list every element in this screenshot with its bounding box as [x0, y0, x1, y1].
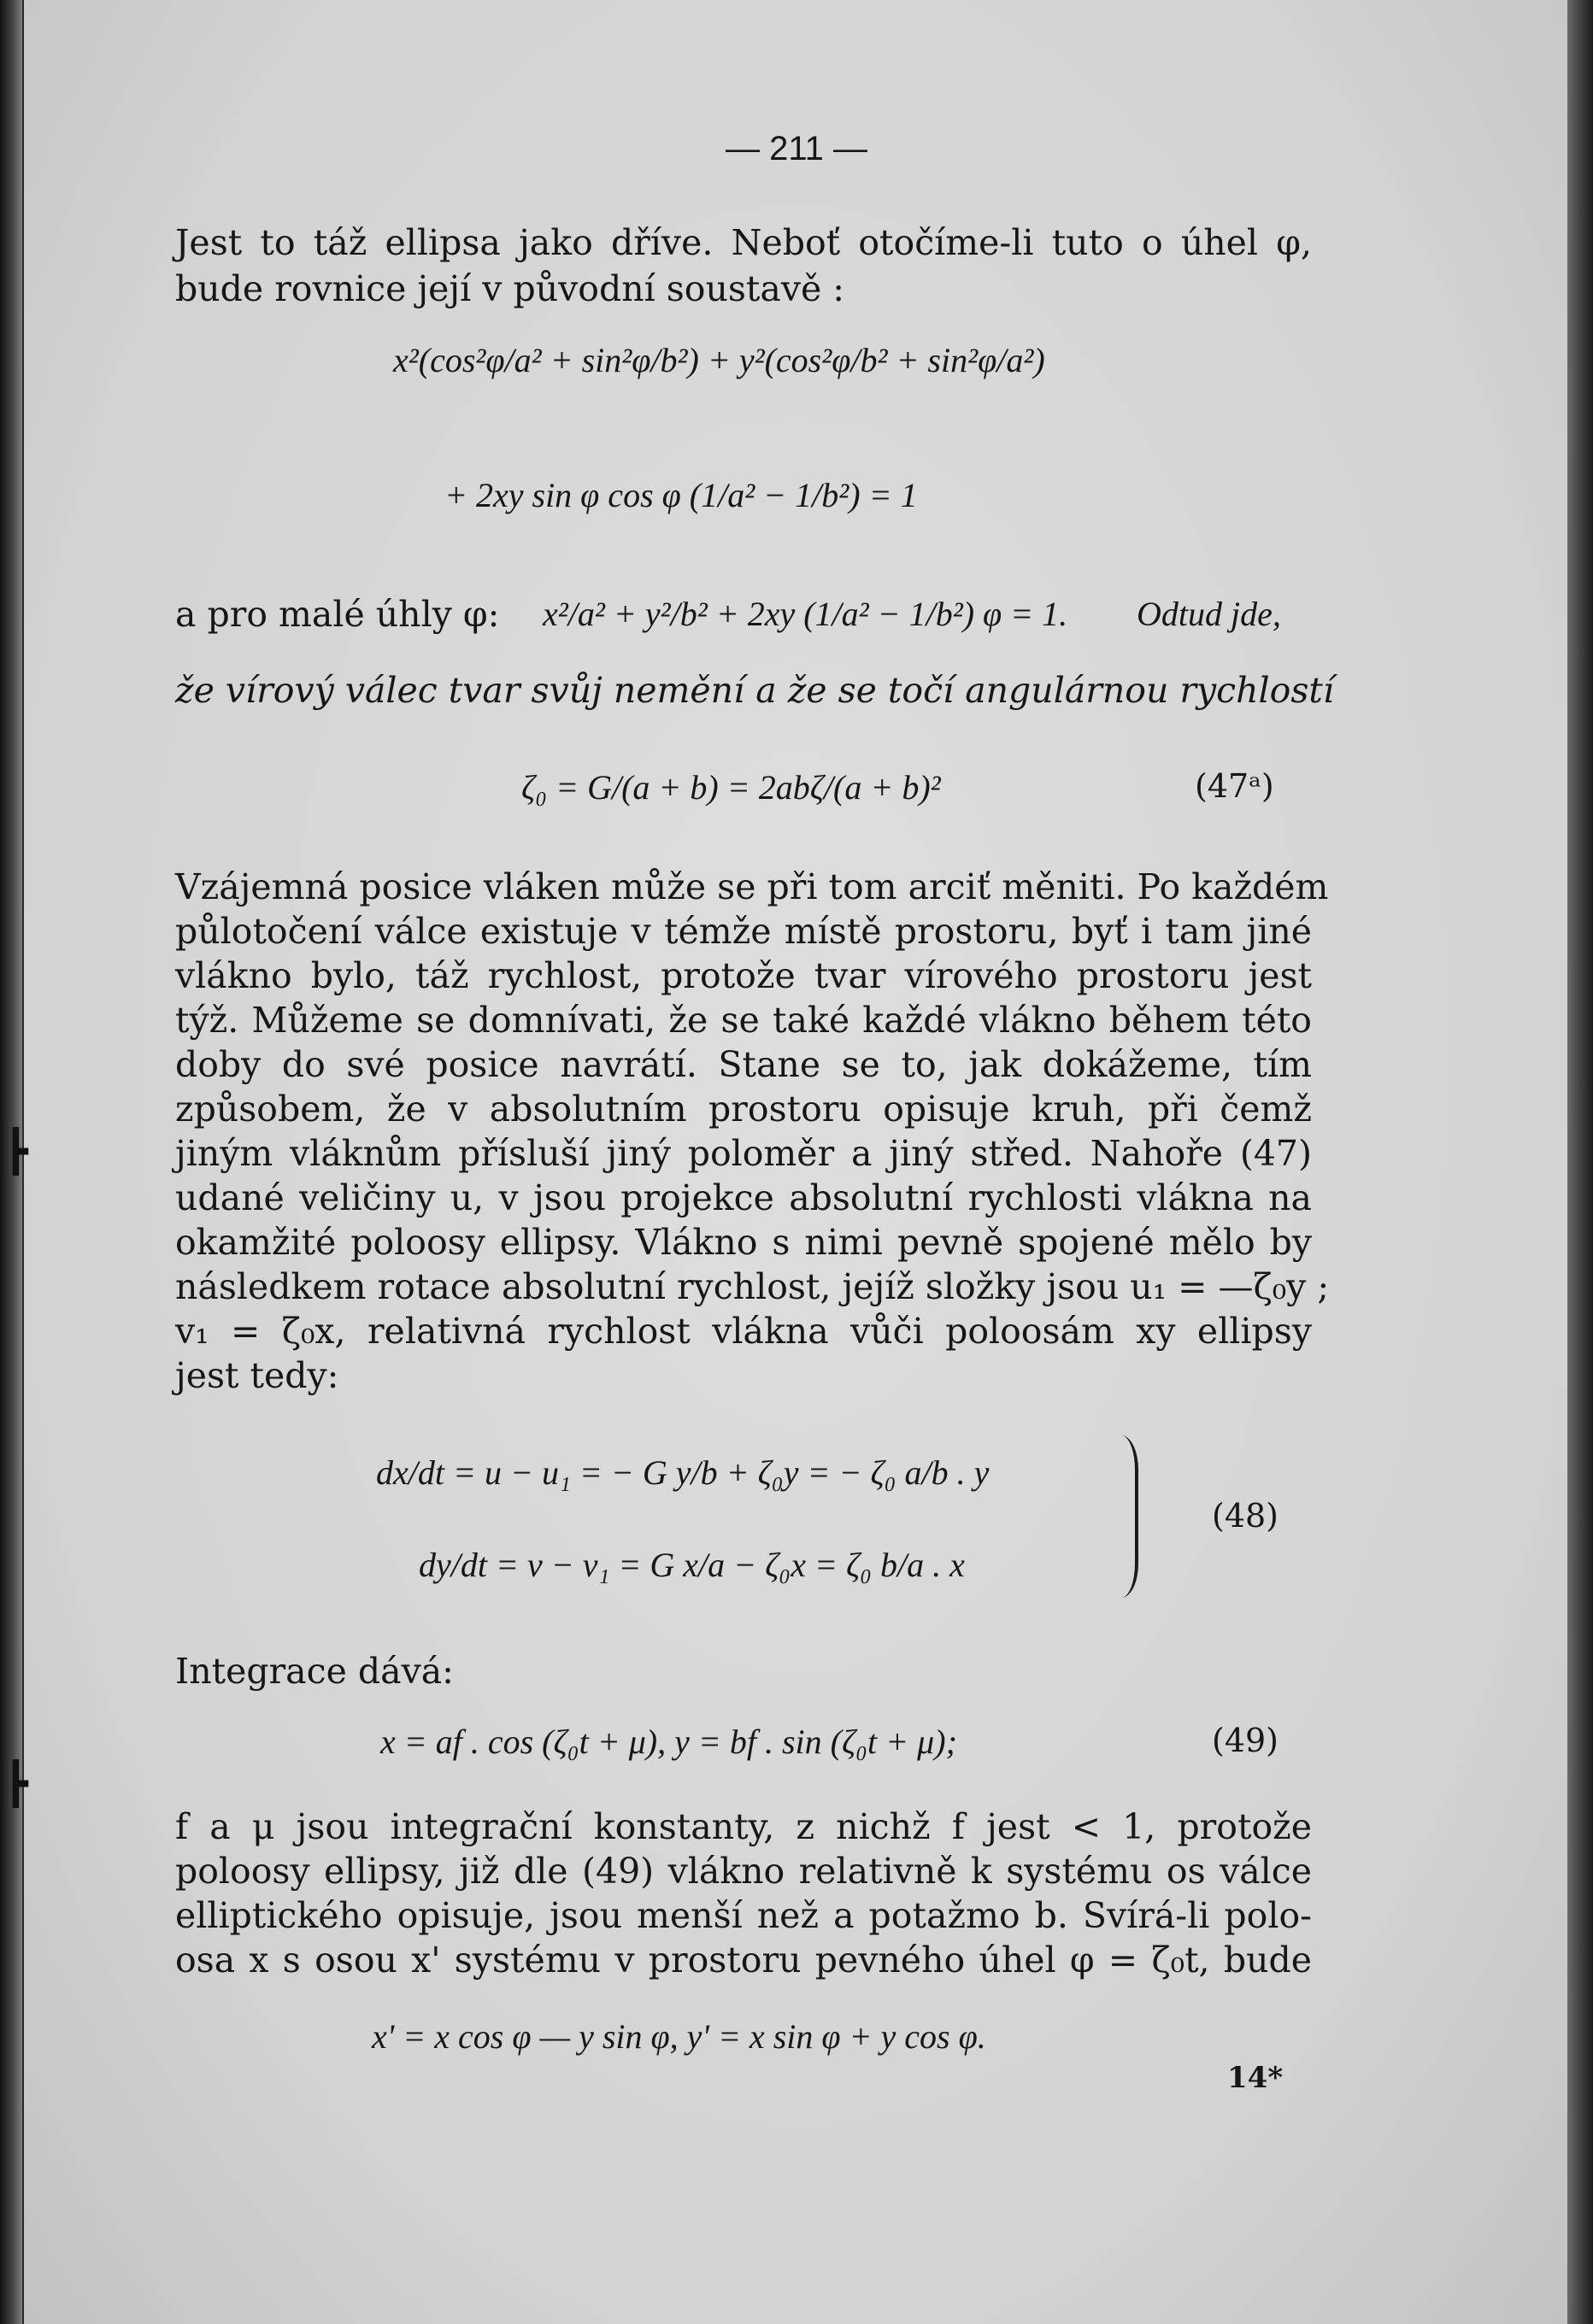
text-line: následkem rotace absolutní rychlost, jejíž složky jsou u₁ = —ζ₀y ;: [175, 1266, 1330, 1307]
page-number: — 211 —: [726, 130, 867, 167]
text-line: osa x s osou x' systému v prostoru pevného úhel φ = ζ₀t, bude: [175, 1940, 1312, 1981]
text-small-angle: a pro malé úhly φ:: [175, 594, 500, 635]
equation-48-line1: dx/dt = u − u₁ = − G y/b + ζ₀y = − ζ₀ a/b . y: [376, 1453, 990, 1492]
text-line: půlotočení válce existuje v témže místě prostoru, byť i tam jiné: [175, 911, 1312, 952]
text-line: způsobem, že v absolutním prostoru opisuje kruh, při čemž: [175, 1089, 1312, 1130]
margin-mark-icon: ┣: [3, 1760, 28, 1808]
equation-final: x' = x cos φ — y sin φ, y' = x sin φ + y cos φ.: [372, 2017, 986, 2056]
text-line: elliptického opisuje, jsou menší než a potažmo b. Svírá-li polo-: [175, 1895, 1312, 1936]
equation-label-48: (48): [1212, 1497, 1279, 1535]
text-line: Vzájemná posice vláken může se při tom arciť měniti. Po každém: [175, 866, 1329, 907]
equation-label-49: (49): [1212, 1722, 1279, 1759]
text-line: f a μ jsou integrační konstanty, z nichž f jest < 1, protože: [175, 1806, 1312, 1847]
text-line: vlákno bylo, táž rychlost, protože tvar vírového prostoru jest: [175, 955, 1312, 996]
equation-ellipse-line1: x²(cos²φ/a² + sin²φ/b²) + y²(cos²φ/b² + sin²φ/a²): [393, 341, 1045, 379]
text-line: jest tedy:: [175, 1355, 339, 1396]
text-line: v₁ = ζ₀x, relativná rychlost vlákna vůči poloosám xy ellipsy: [175, 1311, 1312, 1352]
equation-48-line2: dy/dt = v − v₁ = G x/a − ζ₀x = ζ₀ b/a . x: [419, 1546, 965, 1584]
page-edge: [1567, 0, 1593, 2324]
text-line: poloosy ellipsy, již dle (49) vlákno relativně k systému os válce: [175, 1851, 1312, 1892]
equation-ellipse-line2: + 2xy sin φ cos φ (1/a² − 1/b²) = 1: [444, 476, 918, 514]
text-line: okamžité poloosy ellipsy. Vlákno s nimi pevně spojené mělo by: [175, 1222, 1312, 1263]
equation-brace: [1120, 1435, 1138, 1598]
text-line: týž. Můžeme se domnívati, že se také každé vlákno během této: [175, 1000, 1312, 1041]
text-line: udané veličiny u, v jsou projekce absolutní rychlosti vlákna na: [175, 1177, 1312, 1218]
text-line: jiným vláknům přísluší jiný poloměr a jiný střed. Nahoře (47): [175, 1133, 1312, 1174]
signature-mark: 14*: [1227, 2061, 1284, 2095]
equation-49: x = af . cos (ζ₀t + μ), y = bf . sin (ζ₀t + μ);: [380, 1722, 957, 1761]
equation-label-47a: (47ᵃ): [1195, 767, 1274, 805]
text-line: doby do své posice navrátí. Stane se to, jak dokážeme, tím: [175, 1044, 1312, 1085]
text-italic-line: že vírový válec tvar svůj nemění a že se točí angulárnou rychlostí: [175, 670, 1334, 711]
text-line: bude rovnice její v původní soustavě :: [175, 268, 845, 309]
equation-47a: ζ₀ = G/(a + b) = 2abζ/(a + b)²: [521, 768, 941, 807]
text-integrace: Integrace dává:: [175, 1651, 454, 1692]
text-line: Jest to táž ellipsa jako dříve. Neboť otočíme-li tuto o úhel φ,: [175, 222, 1312, 263]
margin-mark-icon: ┣: [3, 1128, 28, 1176]
text-odtud: Odtud jde,: [1137, 595, 1281, 633]
equation-small-angle: x²/a² + y²/b² + 2xy (1/a² − 1/b²) φ = 1.: [543, 595, 1068, 633]
